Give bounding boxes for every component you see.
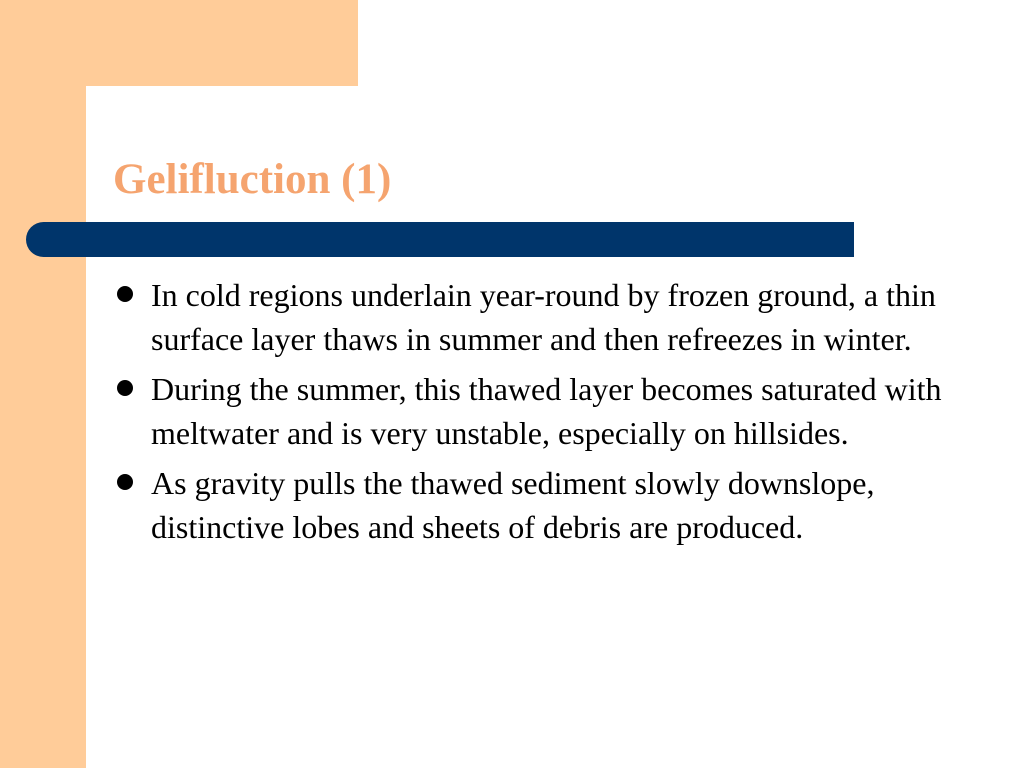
bullet-text: In cold regions underlain year-round by frozen ground, a thin surface layer thaws in summer and then refreezes in winter. <box>151 277 936 357</box>
bullet-item <box>113 461 1003 549</box>
bullet-item <box>113 273 1003 361</box>
bullet-text: During the summer, this thawed layer becomes saturated with meltwater and is very unstable, especially on hillsides. <box>151 371 942 451</box>
bullet-item <box>113 367 1003 455</box>
bullet-dot-icon <box>117 380 133 396</box>
accent-left-band <box>0 0 86 768</box>
slide-title: Gelifluction (1) <box>113 156 392 203</box>
accent-top-band <box>0 0 358 86</box>
bullet-dot-icon <box>117 286 133 302</box>
bullet-dot-icon <box>117 474 133 490</box>
title-underline-bar <box>26 222 854 257</box>
bullet-list <box>113 273 1003 555</box>
bullet-text: As gravity pulls the thawed sediment slowly downslope, distinctive lobes and sheets of debris are produced. <box>151 465 875 545</box>
